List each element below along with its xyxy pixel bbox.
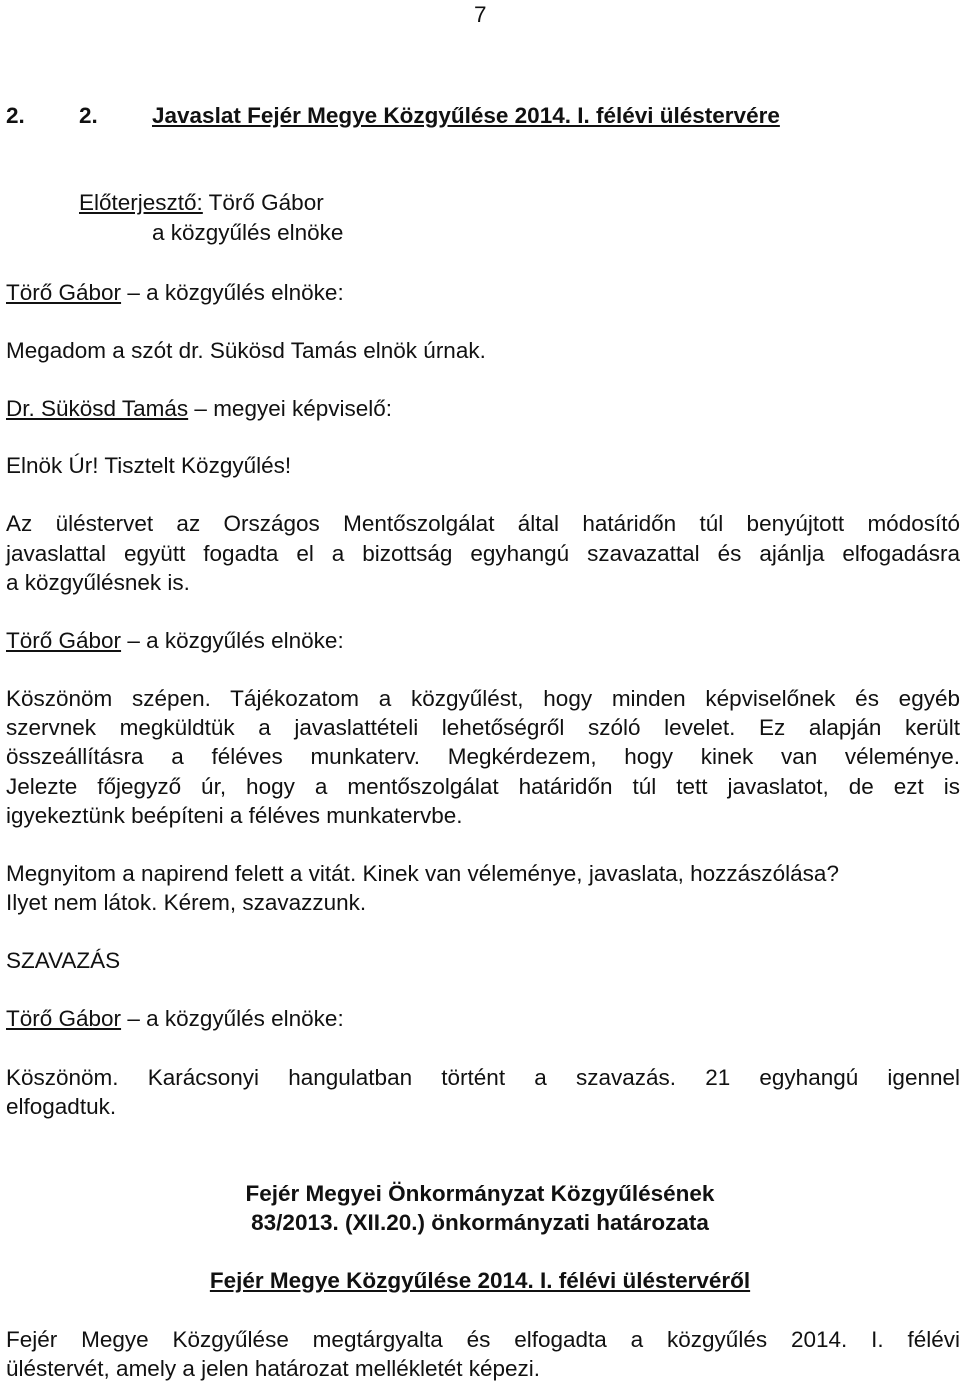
speaker-name: Törő Gábor [6, 628, 122, 653]
presenter-role: a közgyűlés elnöke [152, 220, 344, 245]
speech-paragraph-line: Az üléstervet az Országos Mentőszolgálat által határidőn túl benyújtott módosító [6, 511, 960, 536]
agenda-title: Javaslat Fejér Megye Közgyűlése 2014. I. félévi üléstervére [152, 103, 780, 128]
speech-paragraph-line: javaslattal együtt fogadta el a bizottság egyhangú szavazattal és ajánlja elfogadásra [6, 541, 960, 566]
speaker-name: Dr. Sükösd Tamás [6, 396, 189, 421]
speech-paragraph-line: a közgyűlésnek is. [6, 570, 190, 595]
speech-greeting: Elnök Úr! Tisztelt Közgyűlés! [6, 453, 292, 478]
speaker-role: – a közgyűlés elnöke: [121, 280, 344, 305]
resolution-body-line: üléstervét, amely a jelen határozat mellékletét képezi. [6, 1356, 541, 1381]
resolution-body-line: Fejér Megye Közgyűlése megtárgyalta és elfogadta a közgyűlés 2014. I. félévi [6, 1327, 960, 1352]
speaker-heading [6, 1008, 344, 1031]
presenter-label: Előterjesztő: [79, 190, 203, 215]
speech-paragraph-line: összeállításra a féléves munkaterv. Megkérdezem, hogy kinek van véleménye. [6, 744, 960, 769]
speaker-heading [6, 630, 344, 653]
speaker-name: Törő Gábor [6, 280, 122, 305]
speech-paragraph-line: Köszönöm szépen. Tájékozatom a közgyűlést, hogy minden képviselőnek és egyéb [6, 686, 960, 711]
presenter-name: Törő Gábor [202, 190, 324, 215]
speech-paragraph-line: Köszönöm. Karácsonyi hangulatban történt a szavazás. 21 egyhangú igennel [6, 1065, 960, 1090]
speaker-heading [6, 398, 392, 421]
speaker-role: – a közgyűlés elnöke: [121, 1006, 344, 1031]
speaker-role: – megyei képviselő: [188, 396, 393, 421]
speech-paragraph-line: Ilyet nem látok. Kérem, szavazzunk. [6, 890, 367, 915]
speaker-heading [6, 282, 344, 305]
speech-paragraph-line: elfogadtuk. [6, 1094, 117, 1119]
resolution-number: 83/2013. (XII.20.) önkormányzati határozata [251, 1210, 709, 1235]
speech-paragraph-line: Megnyitom a napirend felett a vitát. Kinek van véleménye, javaslata, hozzászólása? [6, 861, 839, 886]
speaker-role: – a közgyűlés elnöke: [121, 628, 344, 653]
vote-label: SZAVAZÁS [6, 948, 121, 973]
presenter-line [79, 192, 324, 215]
speech-paragraph-line: Jelezte főjegyző úr, hogy a mentőszolgálat határidőn túl tett javaslatot, de ezt is [6, 774, 960, 799]
agenda-number: 2. [6, 103, 25, 128]
agenda-subnumber: 2. [79, 103, 98, 128]
speech-paragraph-line: igyekeztünk beépíteni a féléves munkatervbe. [6, 803, 463, 828]
resolution-subject: Fejér Megye Közgyűlése 2014. I. félévi üléstervéről [209, 1268, 751, 1293]
speaker-name: Törő Gábor [6, 1006, 122, 1031]
speech-paragraph-line: szervnek megküldtük a javaslattételi lehetőségről szóló levelet. Ez alapján került [6, 715, 960, 740]
speech-text: Megadom a szót dr. Sükösd Tamás elnök úrnak. [6, 338, 486, 363]
resolution-heading: Fejér Megyei Önkormányzat Közgyűlésének [245, 1181, 715, 1206]
page-number: 7 [474, 2, 487, 27]
